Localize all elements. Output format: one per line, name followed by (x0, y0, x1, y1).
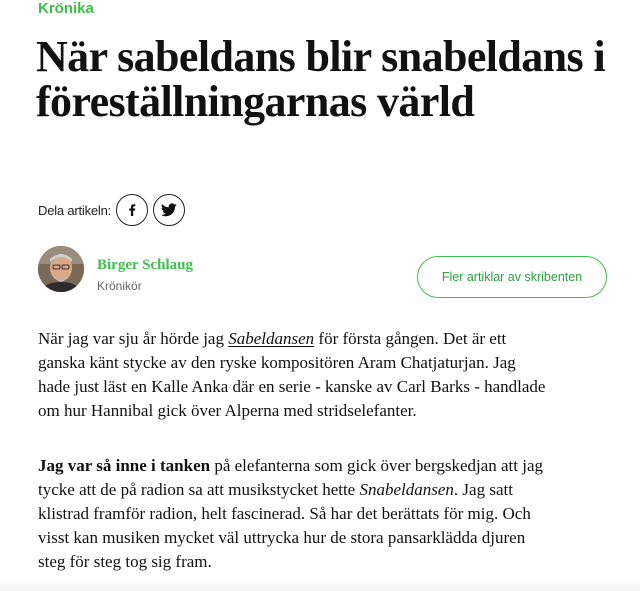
share-label: Dela artikeln: (38, 202, 112, 218)
facebook-share-button[interactable] (116, 194, 148, 226)
author-role: Krönikör (97, 279, 142, 293)
twitter-icon (161, 203, 177, 217)
text-segment: på elefanterna som gick över bergskedjan att jag (210, 456, 544, 475)
author-portrait-icon (38, 246, 84, 292)
text-segment: När jag var sju år hörde jag (38, 329, 229, 348)
more-articles-button[interactable]: Fler artiklar av skribenten (417, 256, 607, 298)
paragraph-line (38, 478, 543, 502)
paragraph-line: visst kan musiken mycket väl uttrycka hur de stora pansarklädda djuren (38, 528, 526, 547)
paragraph-line: ganska känt stycke av den ryske kompositören Aram Chatjaturjan. Jag (38, 353, 516, 372)
paragraph-line (38, 327, 545, 351)
italic-title: Snabeldansen (359, 480, 454, 499)
sabeldansen-link[interactable]: Sabeldansen (228, 329, 315, 348)
twitter-share-button[interactable] (153, 194, 185, 226)
text-segment: . Jag satt (453, 480, 513, 499)
bottom-fade (0, 578, 640, 591)
author-name[interactable]: Birger Schlaug (97, 257, 193, 273)
paragraph-line: steg för steg tog sig fram. (38, 552, 212, 571)
text-segment: för första gången. Det är ett (314, 329, 507, 348)
body-paragraph-2 (38, 454, 543, 574)
paragraph-line: hade just läst en Kalle Anka där en serie - kanske av Carl Barks - handlade (38, 377, 546, 396)
article-kicker[interactable]: Krönika (38, 0, 94, 17)
article-headline: När sabeldans blir snabeldans i föreställningarnas värld (36, 32, 606, 126)
facebook-icon (125, 203, 139, 217)
share-bar (38, 193, 185, 227)
paragraph-line: om hur Hannibal gick över Alperna med stridselefanter. (38, 401, 417, 420)
bold-lead: Jag var så inne i tanken (38, 456, 211, 475)
paragraph-line (38, 454, 543, 478)
author-avatar[interactable] (38, 246, 84, 292)
body-paragraph-1 (38, 327, 545, 423)
paragraph-line: klistrad framför radion, helt fascinerad. Så har det berättats för mig. Och (38, 504, 531, 523)
text-segment: tycke att de på radion sa att musikstycket hette (38, 480, 360, 499)
